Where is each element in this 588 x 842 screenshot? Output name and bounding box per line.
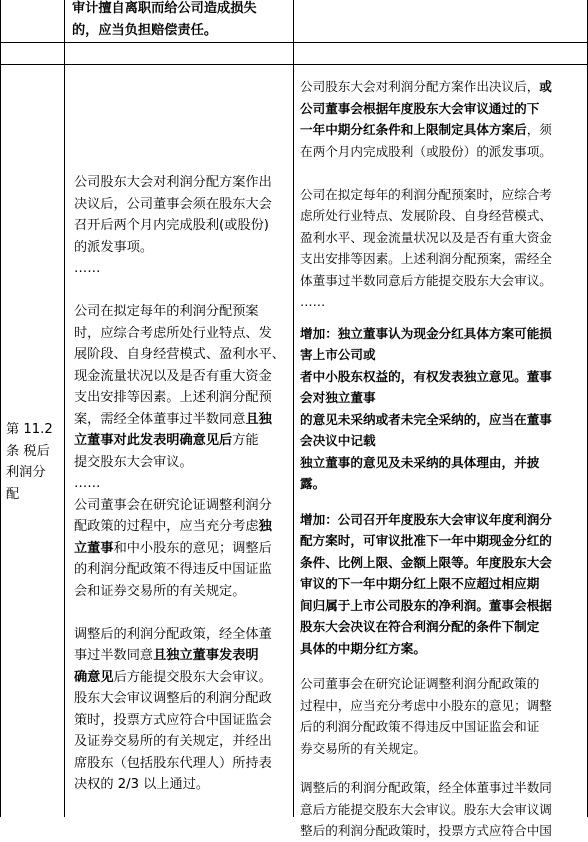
- ellipsis: ……: [74, 476, 101, 491]
- text-line: 过程中，应当充分考虑中小股东的意见；调整: [300, 697, 552, 713]
- column-divider-1: [64, 0, 65, 817]
- text-line: 虑所处行业特点、发展阶段、自身经营模式、: [300, 208, 552, 223]
- bold-span: 立董事对此发表明确意见后: [74, 433, 233, 448]
- text-line: [74, 645, 290, 667]
- article-label-line: 条 税后: [6, 443, 50, 459]
- text-line: [74, 667, 290, 689]
- text-span: ，须: [526, 122, 552, 137]
- text-line: 的意见未采纳或者未完全采纳的，应当在董事: [300, 411, 552, 427]
- top-row-text: [72, 0, 290, 41]
- article-label-line: 第 11.2: [6, 422, 53, 437]
- text-line: 支出安排等因素。上述利润分配预: [74, 390, 272, 405]
- bold-span: 且独: [245, 411, 272, 427]
- text-span: 案，需经全体董事过半数同意: [74, 411, 246, 427]
- text-line: 提交股东大会审议。: [74, 454, 193, 470]
- article-label-line: 配: [6, 486, 20, 502]
- text-line: [74, 409, 290, 431]
- text-line: 在两个月内完成股利（或股份）的派发事项。: [300, 143, 552, 159]
- text-line: 公司董事会在研究论证调整利润分: [74, 497, 272, 513]
- text-line: 会对独立董事: [300, 390, 376, 405]
- text-line: 体董事过半数同意后方能提交股东大会审议。: [300, 272, 552, 288]
- bold-span: 且独立董事发表明: [153, 648, 259, 663]
- text-line: 露。: [300, 476, 326, 491]
- text-line: 的派发事项。: [74, 239, 154, 255]
- column-divider-2: [293, 0, 294, 817]
- text-line: 间归属于上市公司股东的净利润。董事会根据: [300, 597, 552, 613]
- text-line: 公司股东大会对利润分配方案作出: [74, 175, 272, 190]
- text-line: 审计擅自离职而给公司造成损失: [72, 1, 257, 16]
- article-label-line: 利润分: [6, 465, 46, 480]
- text-line: 意后方能提交股东大会审议。股东大会审议调: [300, 801, 552, 817]
- text-line: 策时，投票方式应符合中国证监会: [74, 712, 272, 728]
- text-line: 会决议中记载: [300, 433, 376, 448]
- text-line: 审议的下一年中期分红上限不应超过相应期: [300, 576, 540, 591]
- text-span: 方能: [232, 433, 259, 448]
- text-line: 条件、比例上限、金额上限等。年度股东大会: [300, 554, 552, 570]
- ellipsis: ……: [300, 294, 326, 309]
- text-span: 配政策的过程中，应当充分考虑: [74, 519, 259, 534]
- text-line: 股东大会审议调整后的利润分配政: [74, 691, 272, 706]
- text-line: [74, 538, 290, 560]
- bold-span: 或: [539, 79, 552, 94]
- text-line: 增加：公司召开年度股东大会审议年度利润分: [300, 511, 552, 527]
- text-line: 的利润分配政策不得违反中国证监: [74, 562, 272, 577]
- text-line: 席股东（包括股东代理人）所持表: [74, 755, 272, 771]
- text-line: 股东大会决议在符合利润分配的条件下制定: [300, 619, 540, 634]
- text-span: 和中小股东的意见；调整后: [113, 540, 272, 556]
- original-clause: [74, 172, 290, 796]
- text-line: 独立董事的意见及未采纳的具体理由，并披: [300, 454, 540, 470]
- row-divider: [0, 64, 588, 65]
- text-line: 决议后，公司董事会须在股东大会: [74, 196, 272, 212]
- text-line: 公司董事会根据年度股东大会审议通过的下: [300, 100, 540, 116]
- text-line: 整后的利润分配政策时，投票方式应符合中国: [300, 823, 552, 838]
- text-line: 后的利润分配政策不得违反中国证监会和证: [300, 719, 540, 734]
- text-line: 盈利水平、现金流量状况以及是否有重大资金: [300, 229, 552, 245]
- text-line: [300, 76, 587, 98]
- text-line: 券交易所的有关规定。: [300, 740, 426, 756]
- bold-span: 立董事: [74, 540, 114, 556]
- text-line: 者中小股东权益的，有权发表独立意见。董事: [300, 368, 552, 384]
- text-line: [300, 119, 587, 141]
- text-line: [74, 430, 290, 452]
- text-line: 现金流量状况以及是否有重大资金: [74, 368, 272, 384]
- bold-span: 确意见: [74, 669, 114, 685]
- text-line: 及证券交易所的有关规定，并经出: [74, 734, 272, 749]
- text-line: 召开后两个月内完成股利(或股份): [74, 218, 269, 233]
- text-line: 公司在拟定每年的利润分配预案时，应综合考: [300, 186, 552, 202]
- text-line: 会和证券交易所的有关规定。: [74, 583, 246, 599]
- text-line: 支出安排等因素。上述利润分配预案，需经全: [300, 251, 552, 266]
- text-line: 公司董事会在研究论证调整利润分配政策的: [300, 676, 540, 691]
- text-line: 调整后的利润分配政策，经全体董事过半数同: [300, 780, 552, 795]
- text-line: 的，应当负担赔偿责任。: [72, 22, 218, 38]
- table-border-left: [0, 0, 1, 817]
- text-line: 调整后的利润分配政策，经全体董: [74, 626, 272, 642]
- text-span: 事过半数同意: [74, 648, 154, 663]
- text-line: 害上市公司或: [300, 347, 376, 362]
- bold-span: 一年中期分红条件和上限制定具体方案后: [300, 122, 527, 137]
- revised-clause: [300, 76, 587, 842]
- row-divider: [0, 42, 588, 43]
- text-line: 决权的 2/3 以上通过。: [74, 777, 210, 792]
- bold-span: 独: [258, 519, 272, 534]
- ellipsis: ……: [74, 261, 101, 276]
- text-line: 增加：独立董事认为现金分红具体方案可能损: [300, 325, 552, 341]
- text-line: 具体的中期分红方案。: [300, 640, 426, 656]
- text-line: [74, 516, 290, 538]
- text-line: 公司在拟定每年的利润分配预案: [74, 304, 259, 319]
- text-span: 公司股东大会对利润分配方案作出决议后，: [300, 79, 540, 94]
- article-label: [6, 419, 58, 505]
- text-line: 时，应综合考虑所处行业特点、发: [74, 325, 272, 341]
- text-line: 展阶段、自身经营模式、盈利水平、: [74, 347, 285, 362]
- text-span: 后方能提交股东大会审议。: [113, 669, 272, 685]
- text-line: 配方案时，可审议批准下一年中期现金分红的: [300, 533, 552, 548]
